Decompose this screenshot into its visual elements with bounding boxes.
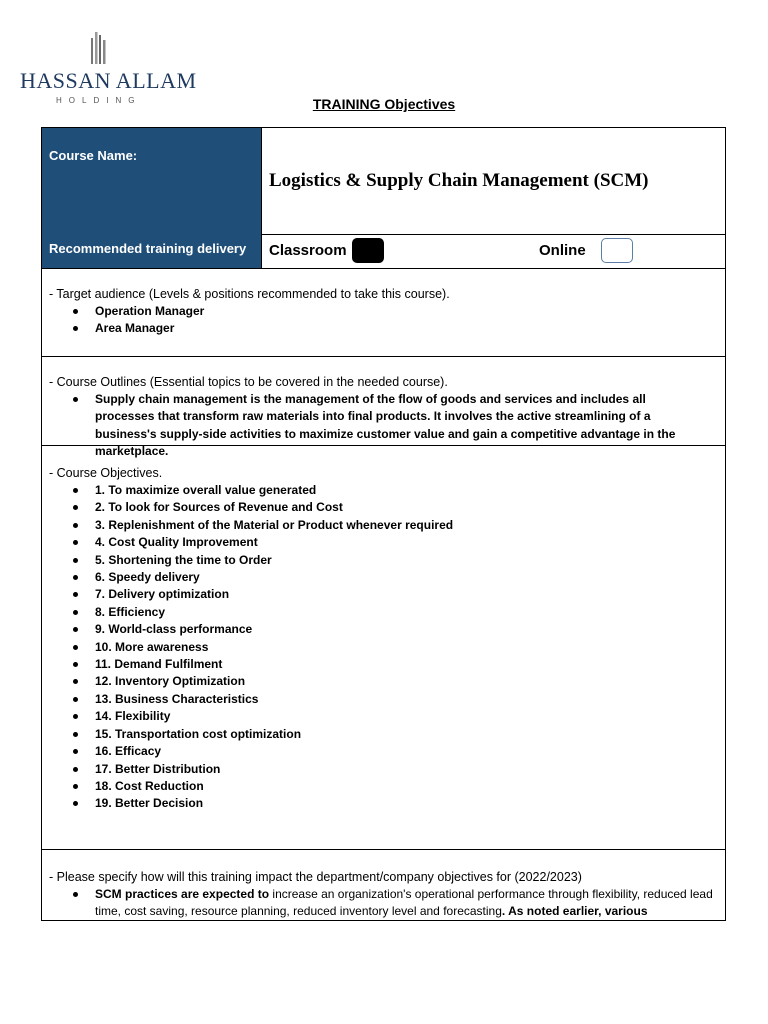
list-item: 9. World-class performance	[49, 621, 725, 638]
list-item	[49, 886, 725, 921]
list-item: Supply chain management is the management of the flow of goods and services and includes all processes that transform raw materials into final products. It involves the active streamlining of a business's supply-side activities to maximize customer value and gain a competitive advantage in the marketplace.	[49, 391, 725, 461]
course-name-value: Logistics & Supply Chain Management (SCM)	[269, 170, 649, 191]
document-title	[0, 96, 768, 112]
list-item: 8. Efficiency	[49, 604, 725, 621]
classroom-checkbox[interactable]	[352, 238, 384, 263]
target-audience-section	[42, 268, 725, 357]
delivery-label: Recommended training delivery	[49, 241, 247, 256]
impact-bold-end: . As noted earlier, various	[501, 904, 648, 919]
list-item: 5. Shortening the time to Order	[49, 552, 725, 569]
impact-bold-start: SCM practices are expected to	[95, 887, 270, 901]
course-outlines-heading: - Course Outlines (Essential topics to be covered in the needed course).	[49, 375, 448, 389]
training-impact-list	[49, 886, 725, 921]
delivery-label-cell	[42, 234, 262, 268]
course-name-label: Course Name:	[49, 148, 138, 163]
logo-pillars-icon	[88, 30, 110, 66]
online-checkbox[interactable]	[601, 238, 633, 263]
impact-text: increase an organization's operational performance through flexibility, reduced lead time, cost saving, resource planning, reduced inventory level and forecasting	[95, 887, 713, 919]
list-item: 11. Demand Fulfilment	[49, 656, 725, 673]
list-item: 2. To look for Sources of Revenue and Cost	[49, 499, 725, 516]
list-item: 7. Delivery optimization	[49, 586, 725, 603]
list-item: 14. Flexibility	[49, 708, 725, 725]
list-item: 10. More awareness	[49, 639, 725, 656]
list-item: 4. Cost Quality Improvement	[49, 534, 725, 551]
document-title-text: TRAINING Objectives	[312, 96, 456, 112]
logo-brand-text: HASSAN ALLAM	[20, 68, 197, 93]
target-audience-heading: - Target audience (Levels & positions recommended to take this course).	[49, 287, 450, 301]
list-item: 15. Transportation cost optimization	[49, 726, 725, 743]
list-item: 3. Replenishment of the Material or Product whenever required	[49, 517, 725, 534]
online-option-label: Online	[539, 242, 586, 259]
training-impact-section	[42, 850, 725, 921]
logo-sub-text: HOLDING	[56, 96, 142, 105]
delivery-row	[42, 234, 725, 269]
list-item: 13. Business Characteristics	[49, 691, 725, 708]
training-impact-heading: - Please specify how will this training impact the department/company objectives for (2022/2023)	[49, 870, 582, 884]
course-outlines-section	[42, 357, 725, 459]
list-item: Area Manager	[49, 320, 725, 337]
course-objectives-list	[49, 482, 725, 813]
course-name-label-cell	[42, 128, 262, 234]
list-item: 6. Speedy delivery	[49, 569, 725, 586]
list-item: 19. Better Decision	[49, 795, 725, 812]
training-form	[41, 127, 726, 921]
list-item: 12. Inventory Optimization	[49, 673, 725, 690]
list-item: 17. Better Distribution	[49, 761, 725, 778]
course-name-row	[42, 128, 725, 235]
list-item: Operation Manager	[49, 303, 725, 320]
list-item: 18. Cost Reduction	[49, 778, 725, 795]
list-item: 16. Efficacy	[49, 743, 725, 760]
classroom-option-label: Classroom	[269, 242, 347, 259]
list-item: 1. To maximize overall value generated	[49, 482, 725, 499]
course-objectives-section	[42, 446, 725, 850]
target-audience-list	[49, 303, 725, 338]
course-objectives-heading: - Course Objectives.	[49, 466, 163, 480]
